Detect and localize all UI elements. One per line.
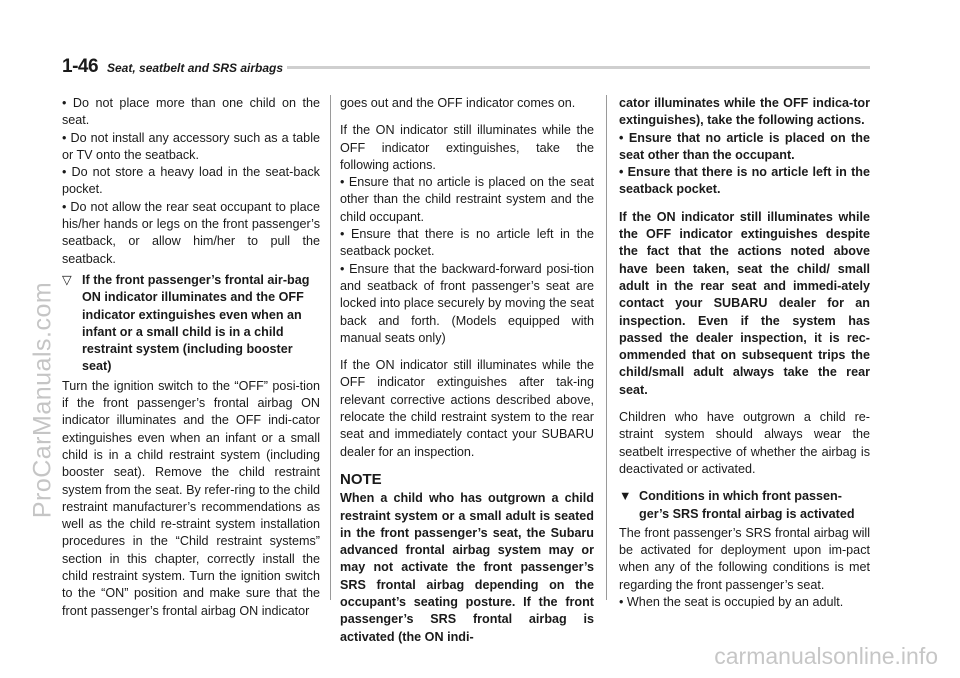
column-middle: [340, 95, 594, 656]
note-title: NOTE: [340, 470, 382, 488]
note-continuation: cator illuminates while the OFF indica-tor extinguishes), take the following actions.: [619, 96, 870, 128]
column-divider: [330, 95, 331, 600]
bullet-item: • Ensure that there is no article left in the seatback pocket.: [619, 164, 870, 199]
bullet-item: • Ensure that no article is placed on the seat other than the occupant.: [619, 130, 870, 165]
body-paragraph: If the ON indicator still illuminates while the OFF indicator extinguishes after tak-ing relevant corrective actions described above, relocate the child restraint system to the rear seat and immediately contact your SUBARU dealer for an inspection.: [340, 358, 594, 459]
body-paragraph: The front passenger’s SRS frontal airbag will be activated for deployment upon im-pact when any of the following conditions is met regarding the front passenger’s seat.: [619, 525, 870, 592]
note-paragraph: If the ON indicator still illuminates while the OFF indicator extinguishes despite the fact that the actions noted above have been taken, seat the child/ small adult in the rear seat and immedi-ately contact your SUBARU dealer for an inspection. Even if the system has passed the dealer inspection, it is rec-ommended that on subsequent trips the child/small adult always take the rear seat.: [619, 209, 870, 397]
body-paragraph: If the ON indicator still illuminates while the OFF indicator extinguishes, take the following actions.: [340, 123, 594, 172]
filled-triangle-icon: ▼: [619, 489, 632, 504]
subsection-heading-text: Conditions in which front passen-ger’s SRS frontal airbag is activated: [639, 489, 855, 521]
body-paragraph: Turn the ignition switch to the “OFF” posi-tion if the front passenger’s frontal airbag ON indicator illuminates and the OFF indi-cator extinguishes even when an infant or a small child is in a child restraint system (including booster seat). Remove the child restraint system from the seat. By refer-ring to the child restraint manufacturer’s recommendations as well as the child re-straint system installation procedures in the “Child restraint systems” section in this chapter, correctly install the child restraint system. Turn the ignition switch to the “ON” position and make sure that the front passenger’s frontal airbag ON indicator: [62, 378, 320, 618]
bullet-item: • When the seat is occupied by an adult.: [619, 594, 870, 611]
subsection-heading-text: If the front passenger’s frontal air-bag ON indicator illuminates and the OFF indicator extinguishes even when an infant or a small child is in a child restraint system (including booster seat): [82, 272, 310, 374]
bullet-item: • Do not install any accessory such as a table or TV onto the seatback.: [62, 130, 320, 165]
bullet-item: • Do not store a heavy load in the seat-back pocket.: [62, 164, 320, 199]
column-divider: [606, 95, 607, 600]
subsection-heading: [62, 272, 320, 376]
column-left: [62, 95, 320, 630]
bullet-item: • Ensure that there is no article left in the seatback pocket.: [340, 226, 594, 261]
bullet-item: • Do not place more than one child on the seat.: [62, 95, 320, 130]
bullet-item: • Do not allow the rear seat occupant to place his/her hands or legs on the front passenger’s seatback, or allow him/her to pull the seatback.: [62, 199, 320, 268]
bottom-watermark: carmanualsonline.info: [714, 643, 938, 669]
body-paragraph: Children who have outgrown a child re-straint system should always wear the seatbelt irrespective of whether the airbag is deactivated or activated.: [619, 410, 870, 476]
open-triangle-icon: ▽: [62, 272, 72, 287]
page-header: [62, 58, 870, 80]
bullet-item: • Ensure that the backward-forward posi-tion and seatback of front passenger’s seat are locked into place securely by moving the seat back and forth. (Models equipped with manual seats only): [340, 261, 594, 347]
body-paragraph: goes out and the OFF indicator comes on.: [340, 96, 576, 110]
column-right: [619, 95, 870, 611]
subsection-heading: [619, 488, 870, 523]
bullet-item: • Ensure that no article is placed on the seat other than the child restraint system and the child occupant.: [340, 174, 594, 226]
header-rule: [287, 66, 870, 69]
page-number: 1-46: [62, 56, 99, 77]
section-title: Seat, seatbelt and SRS airbags: [107, 61, 284, 75]
side-watermark: ProCarManuals.com: [28, 281, 57, 519]
note-body: When a child who has outgrown a child restraint system or a small adult is seated in the front passenger’s seat, the Subaru advanced frontal airbag system may or may not activate the front passenger’s SRS frontal airbag depending on the occupant’s seating posture. If the front passenger’s SRS frontal airbag is activated (the ON indi-: [340, 491, 594, 644]
